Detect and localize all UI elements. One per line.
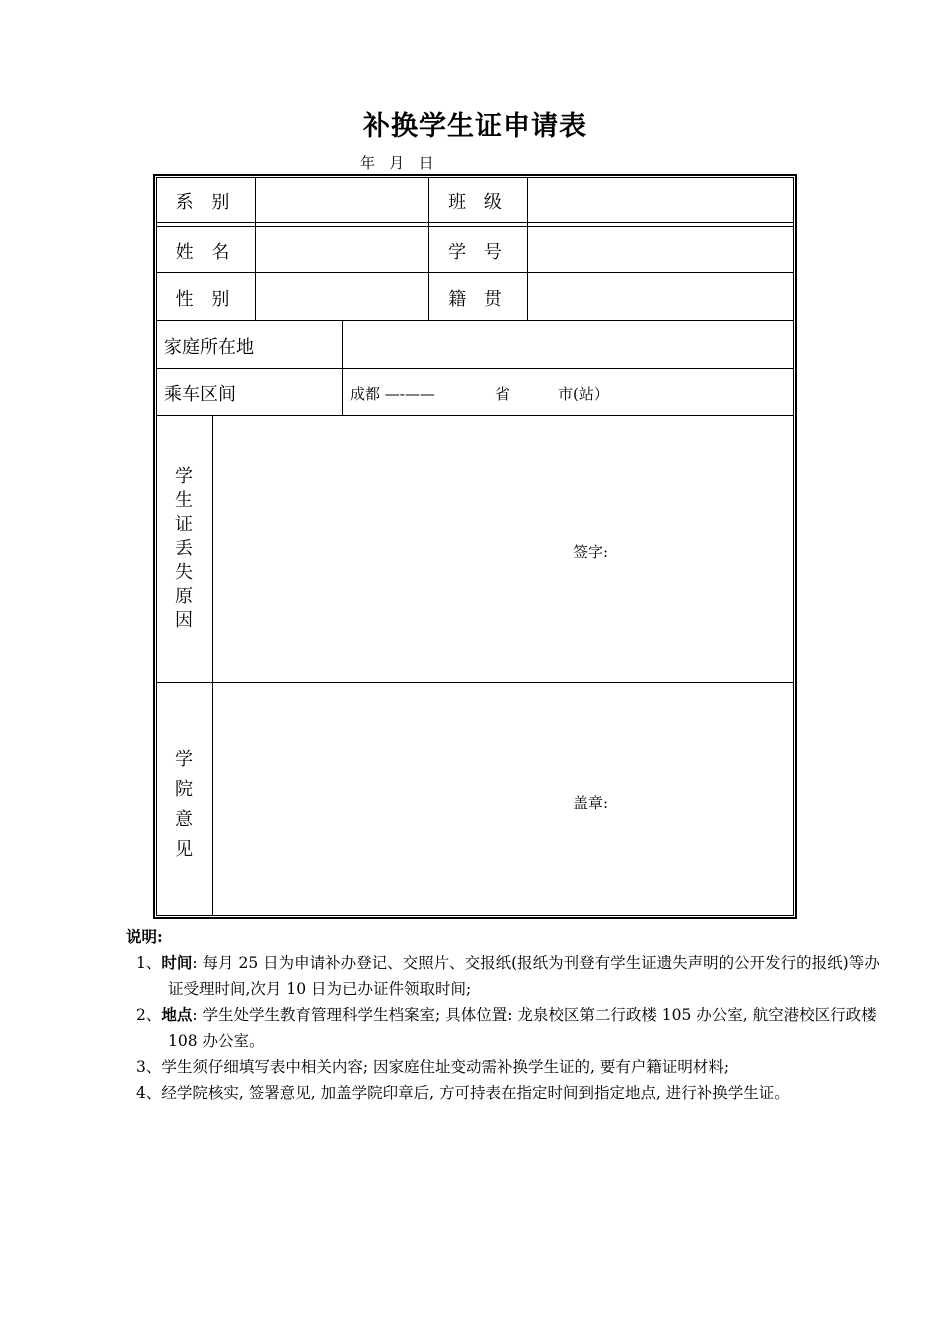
route-city: 市(站） [558,385,609,403]
note-item: 2、地点: 学生处学生教育管理科学生档案室; 具体位置: 龙泉校区第二行政楼 105 办公室, 航空港校区行政楼 108 办公室。 [136,1005,877,1050]
college-opinion-label: 学 院 意 见 [175,749,193,860]
dept-label: 系 别 [175,192,236,213]
loss-reason-field[interactable] [213,416,794,682]
loss-reason-label: 学 生 证 丢 失 原 因 [175,466,193,631]
notes-section [126,924,886,1106]
note-item: 3、学生须仔细填写表中相关内容; 因家庭住址变动需补换学生证的, 要有户籍证明材料; [136,1058,730,1076]
home-address-field[interactable] [343,321,794,368]
gender-label: 性 别 [175,289,236,310]
route-province: 省 [495,385,511,403]
note-item: 1、时间: 每月 25 日为申请补办登记、交照片、交报纸(报纸为刊登有学生证遗失声明的公开发行的报纸)等办证受理时间,次月 10 日为已办证件领取时间; [136,953,880,998]
origin-field[interactable] [528,273,794,320]
route-label: 乘车区间 [164,384,236,405]
date-line: 年 月 日 [360,154,434,172]
class-field[interactable] [528,178,794,222]
class-label: 班 级 [448,192,508,213]
route-from: 成都 —-—— [350,385,435,403]
home-address-label: 家庭所在地 [164,337,254,358]
student-id-field[interactable] [528,227,794,272]
signature-label: 签字: [573,543,609,561]
name-field[interactable] [256,227,428,272]
gender-field[interactable] [256,273,428,320]
dept-field[interactable] [256,178,428,222]
college-opinion-field[interactable] [213,683,794,916]
note-item: 4、经学院核实, 签署意见, 加盖学院印章后, 方可持表在指定时间到指定地点, 进行补换学生证。 [136,1084,790,1102]
row-divider [156,368,794,369]
student-id-label: 学 号 [448,242,508,263]
row-divider [156,222,794,223]
page-title: 补换学生证申请表 [363,111,587,142]
name-label: 姓 名 [175,242,236,263]
origin-label: 籍 贯 [448,289,508,310]
notes-heading: 说明: [126,927,163,946]
stamp-label: 盖章: [573,794,609,812]
